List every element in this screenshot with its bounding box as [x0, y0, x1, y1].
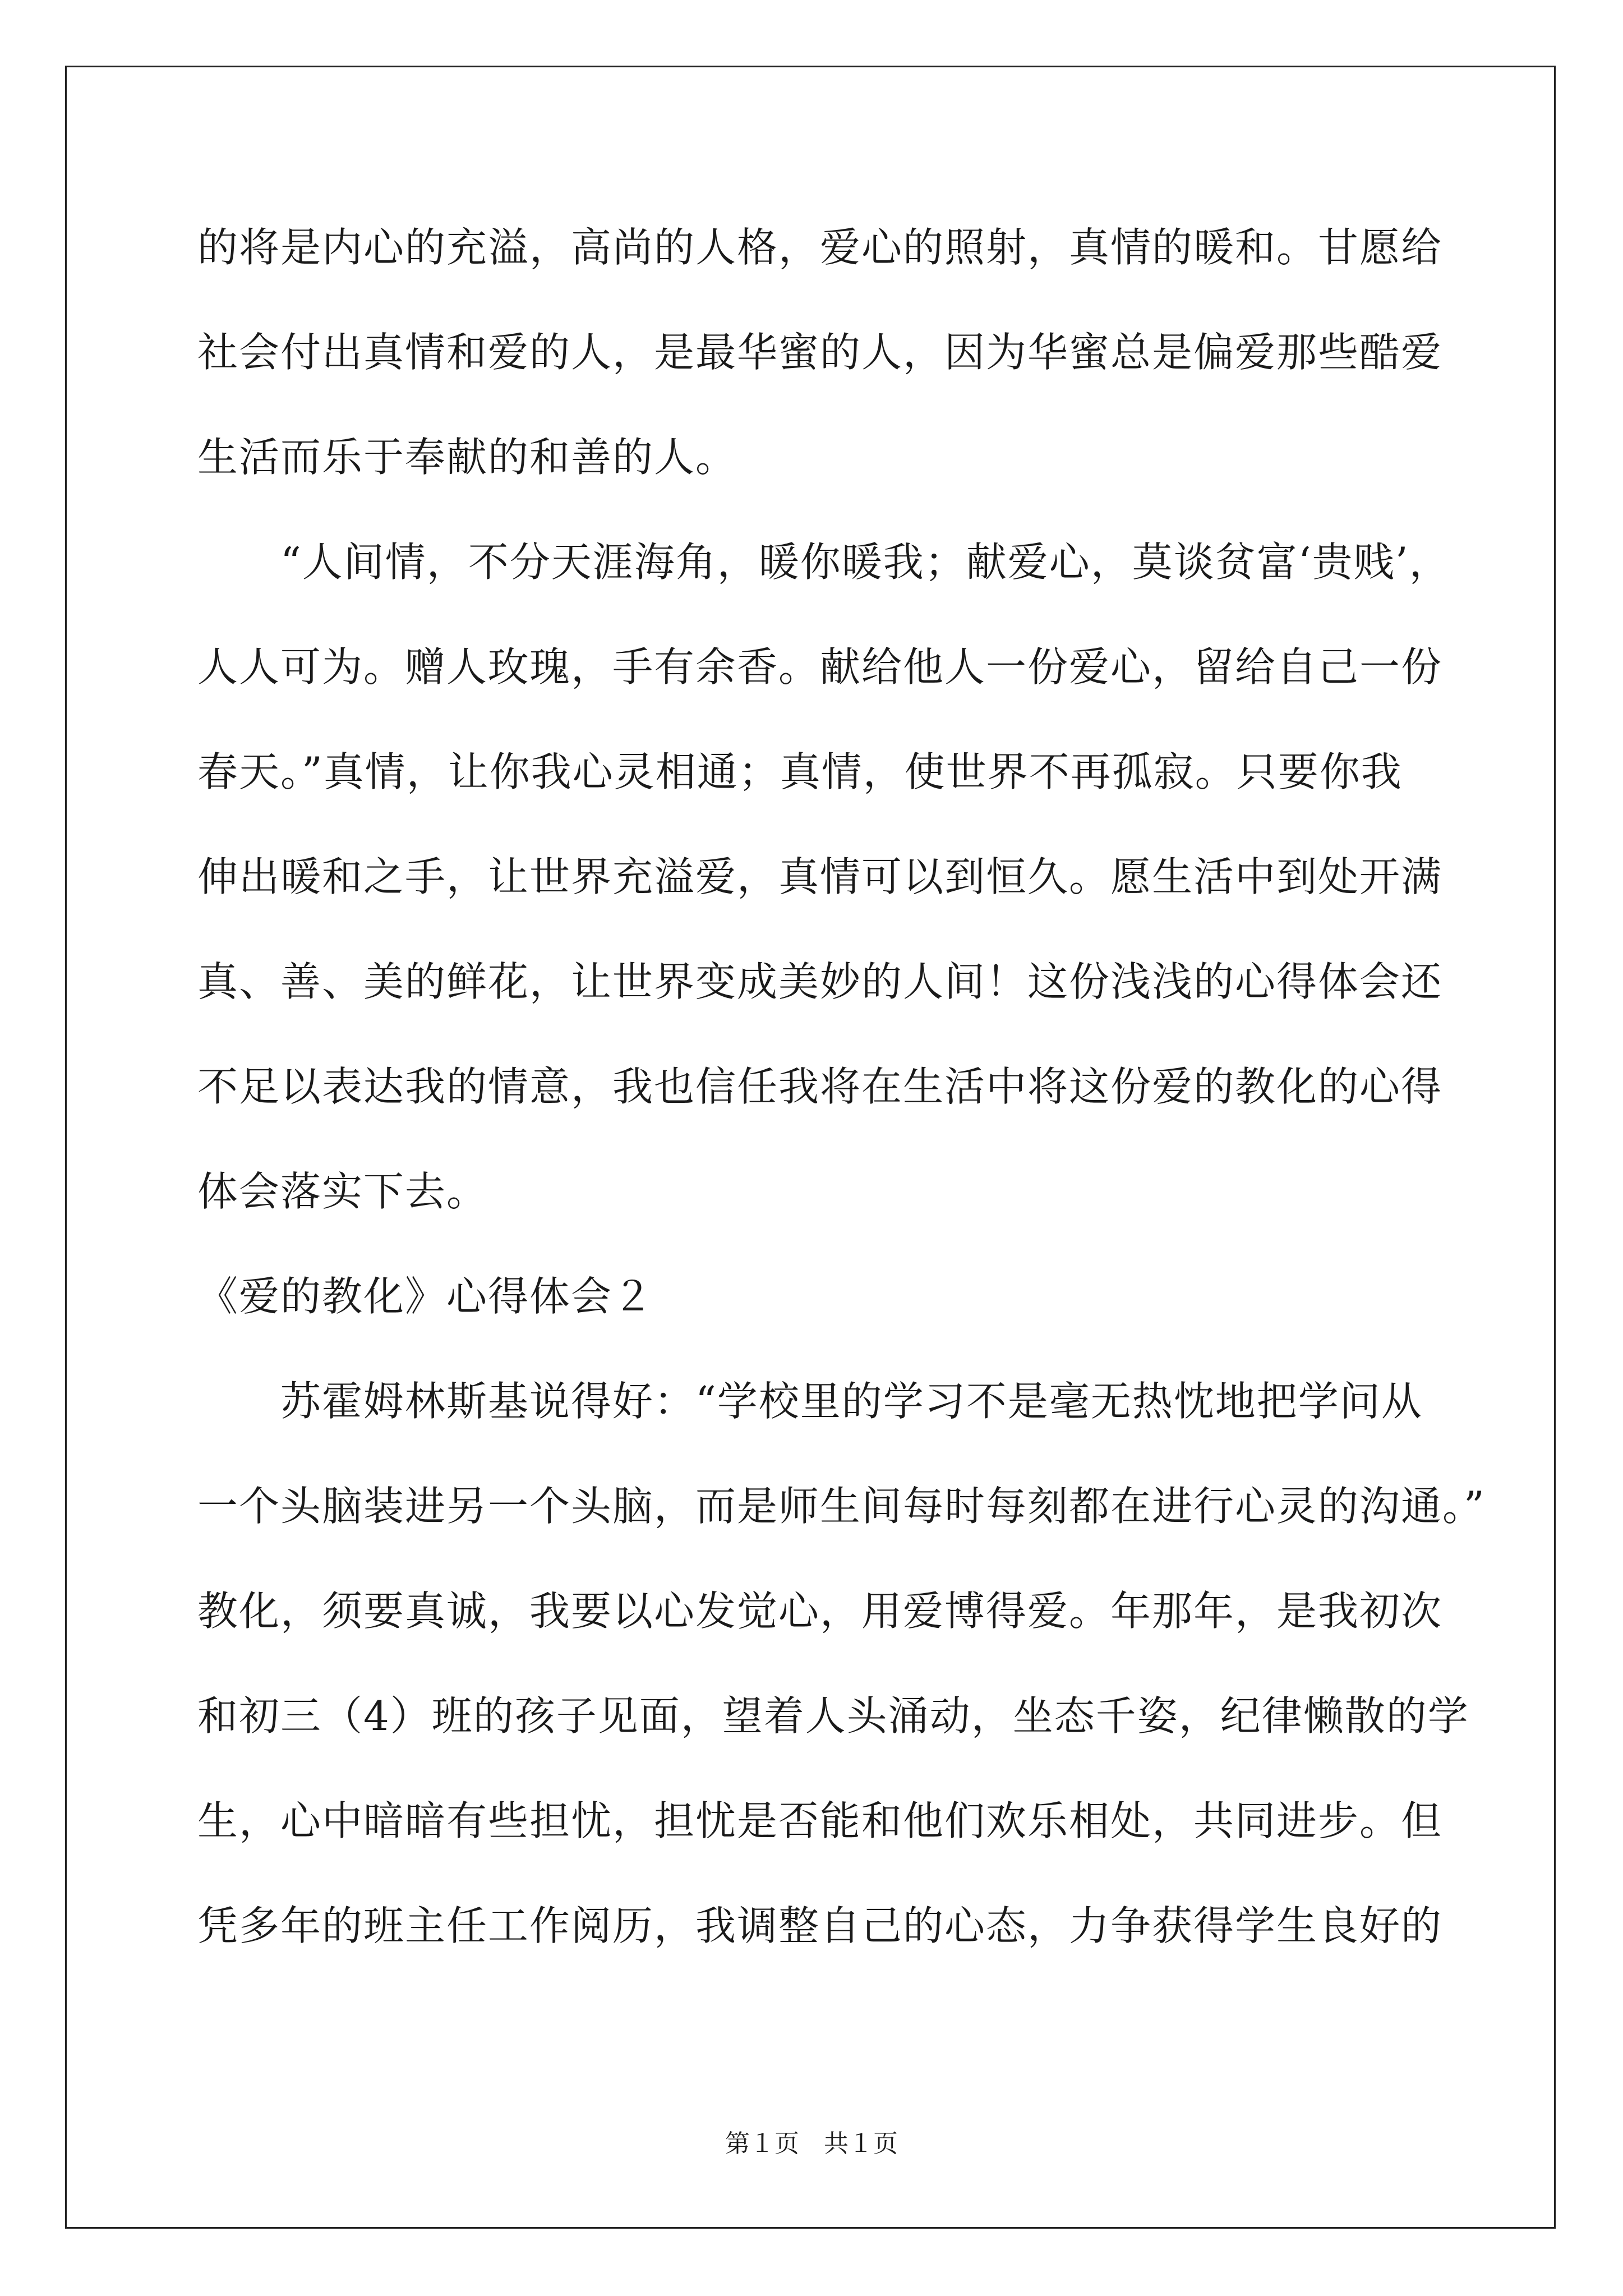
body-text-line: 不足以表达我的情意，我也信任我将在生活中将这份爱的教化的心得 — [197, 1063, 1443, 1110]
body-text-line: 真、善、美的鲜花，让世界变成美妙的人间！这份浅浅的心得体会还 — [197, 958, 1443, 1005]
body-text-line: 生，心中暗暗有些担忧，担忧是否能和他们欢乐相处，共同进步。但 — [197, 1797, 1443, 1844]
body-text-line: 伸出暖和之手，让世界充溢爱，真情可以到恒久。愿生活中到处开满 — [197, 853, 1443, 900]
body-text-line: 人人可为。赠人玫瑰，手有余香。献给他人一份爱心，留给自己一份 — [197, 643, 1443, 691]
body-text-line: 生活而乐于奉献的和善的人。 — [197, 434, 737, 481]
body-text-line: “人间情，不分天涯海角，暖你暖我；献爱心，莫谈贫富‘贵贱’， — [280, 539, 1451, 586]
body-text-line: 教化，须要真诚，我要以心发觉心，用爱博得爱。年那年，是我初次 — [197, 1588, 1443, 1635]
body-text-line: 社会付出真情和爱的人，是最华蜜的人，因为华蜜总是偏爱那些酷爱 — [197, 329, 1443, 376]
body-text-line: 的将是内心的充溢，高尚的人格，爱心的照射，真情的暖和。甘愿给 — [197, 224, 1443, 271]
body-text-line: 春天。”真情，让你我心灵相通；真情，使世界不再孤寂。只要你我 — [197, 748, 1403, 795]
page-number-footer: 第１页 共１页 — [725, 2129, 898, 2158]
body-text-line: 和初三（4）班的孩子见面，望着人头涌动，坐态千姿，纪律懒散的学 — [197, 1692, 1469, 1740]
body-text-line: 一个头脑装进另一个头脑，而是师生间每时每刻都在进行心灵的沟通。” — [197, 1483, 1486, 1530]
body-text-line: 凭多年的班主任工作阅历，我调整自己的心态，力争获得学生良好的 — [197, 1902, 1443, 1949]
section-heading: 《爱的教化》心得体会２ — [197, 1273, 654, 1320]
body-text-line: 苏霍姆林斯基说得好：“学校里的学习不是毫无热忱地把学问从 — [280, 1378, 1423, 1425]
body-text-line: 体会落实下去。 — [197, 1168, 488, 1215]
